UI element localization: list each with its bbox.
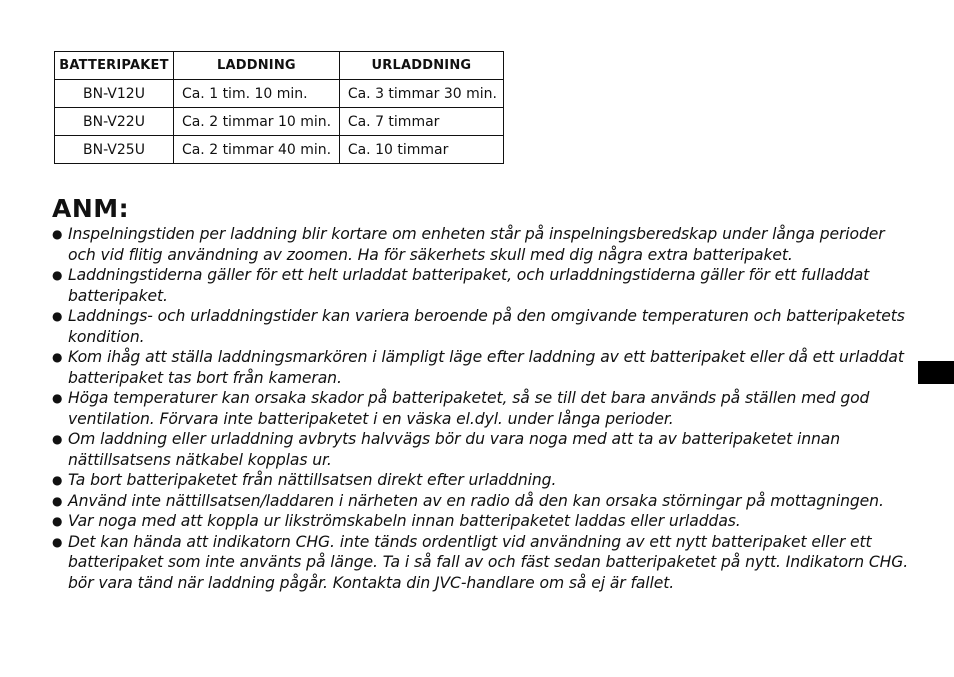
table-header-row (55, 52, 504, 80)
list-item (50, 470, 910, 491)
notes-heading: ANM: (52, 194, 130, 223)
cell-model: BN-V12U (55, 80, 174, 108)
bullet-icon: ● (52, 473, 63, 487)
section-tab-marker (918, 361, 954, 384)
list-item (50, 429, 910, 470)
cell-charge-time: Ca. 2 timmar 40 min. (173, 136, 339, 164)
bullet-icon: ● (52, 227, 63, 241)
notes-list (50, 224, 910, 593)
table-row (55, 108, 504, 136)
list-item (50, 265, 910, 306)
list-item (50, 532, 910, 594)
note-text: Använd inte nättillsatsen/laddaren i närheten av en radio då den kan orsaka störningar på mottagningen. (68, 491, 884, 510)
header-battery-pack: BATTERIPAKET (55, 52, 174, 80)
cell-model: BN-V25U (55, 136, 174, 164)
cell-model: BN-V22U (55, 108, 174, 136)
list-item (50, 388, 910, 429)
note-text: Om laddning eller urladdning avbryts halvvägs bör du vara noga med att ta av batteripaketet innan nättillsatsens nätkabel kopplas ur. (68, 430, 841, 469)
note-text: Var noga med att koppla ur likströmskabeln innan batteripaketet laddas eller urladdas. (68, 512, 741, 530)
cell-charge-time: Ca. 2 timmar 10 min. (173, 108, 339, 136)
bullet-icon: ● (52, 432, 63, 446)
table-row (55, 80, 504, 108)
note-text: Laddnings- och urladdningstider kan variera beroende på den omgivande temperaturen och batteripaketets kondition. (68, 307, 905, 346)
header-charging: LADDNING (173, 52, 339, 80)
bullet-icon: ● (52, 493, 63, 508)
note-text: Kom ihåg att ställa laddningsmarkören i lämpligt läge efter laddning av ett batteripaket eller då ett urladdat batteripaket tas bort från kameran. (68, 348, 904, 387)
cell-discharge-time: Ca. 7 timmar (339, 108, 503, 136)
note-text: Ta bort batteripaketet från nättillsatsen direkt efter urladdning. (68, 471, 557, 489)
battery-table (54, 51, 504, 164)
list-item (50, 347, 910, 388)
note-text: Inspelningstiden per laddning blir kortare om enheten står på inspelningsberedskap under långa perioder och vid flitig användning av zoomen. Ha för säkerhets skull med dig några extra batteripaket. (68, 225, 885, 264)
cell-discharge-time: Ca. 10 timmar (339, 136, 503, 164)
note-text: Höga temperaturer kan orsaka skador på batteripaketet, så se till det bara används på ställen med god ventilation. Förvara inte batteripaketet i en väska el.dyl. under långa perioder. (68, 389, 870, 428)
header-discharging: URLADDNING (339, 52, 503, 80)
bullet-icon: ● (52, 268, 63, 282)
note-text: Laddningstiderna gäller för ett helt urladdat batteripaket, och urladdningstiderna gäller för ett fulladdat batteripaket. (68, 266, 870, 305)
cell-charge-time: Ca. 1 tim. 10 min. (173, 80, 339, 108)
bullet-icon: ● (52, 391, 63, 405)
list-item (50, 491, 910, 512)
bullet-icon: ● (52, 350, 63, 364)
table-row (55, 136, 504, 164)
bullet-icon: ● (52, 309, 63, 323)
list-item (50, 306, 910, 347)
list-item (50, 224, 910, 265)
bullet-icon: ● (52, 514, 63, 528)
cell-discharge-time: Ca. 3 timmar 30 min. (339, 80, 503, 108)
bullet-icon: ● (52, 534, 63, 549)
list-item (50, 511, 910, 532)
note-text: Det kan hända att indikatorn CHG. inte tänds ordentligt vid användning av ett nytt batteripaket eller ett batteripaket som inte använts på länge. Ta i så fall av och fäst sedan batteripaketet på nytt. Indikatorn CHG. bör vara tänd när laddning pågår. Kontakta din JVC-handlare om så ej är fallet. (68, 532, 909, 592)
